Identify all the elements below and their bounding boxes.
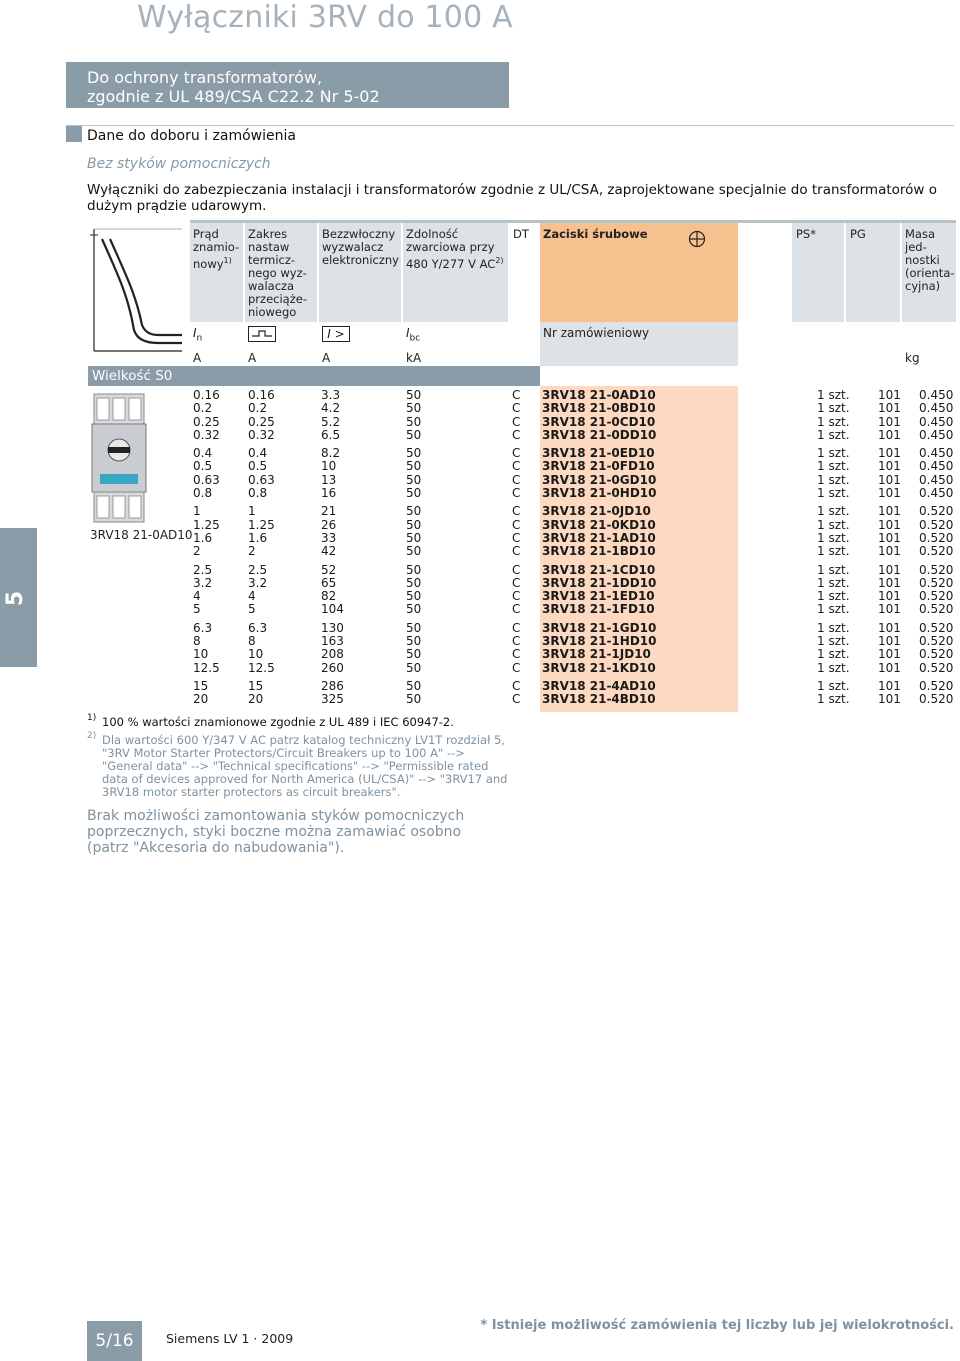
footnote-1: 1) 100 % wartości znamionowe zgodnie z UL 489 i IEC 60947-2. bbox=[87, 713, 454, 729]
cell-pg: 101 bbox=[878, 486, 901, 501]
cell-pg: 101 bbox=[878, 620, 901, 635]
cell-ii: 13 bbox=[321, 472, 337, 487]
cell-ibc: 50 bbox=[406, 544, 422, 559]
cell-range: 0.63 bbox=[248, 472, 275, 487]
section-title: Dane do doboru i zamówienia bbox=[87, 128, 296, 144]
cell-pg: 101 bbox=[878, 602, 901, 617]
header-pg: PG bbox=[850, 227, 866, 241]
cell-pg: 101 bbox=[878, 660, 901, 675]
cell-in: 1.6 bbox=[193, 530, 213, 545]
cell-ps: 1 szt. bbox=[817, 388, 850, 402]
cell-mass: 0.450 bbox=[919, 472, 954, 487]
unit-in: A bbox=[193, 351, 202, 365]
cell-order[interactable]: 3RV18 21-1DD10 bbox=[542, 575, 657, 590]
cell-ibc: 50 bbox=[406, 620, 422, 635]
cell-range: 8 bbox=[248, 634, 256, 649]
cell-mass: 0.520 bbox=[919, 517, 954, 532]
unit-ibc: kA bbox=[406, 351, 422, 365]
cell-mass: 0.520 bbox=[919, 647, 954, 662]
intro-text: Wyłączniki do zabezpieczania instalacji i transformatorów zgodnie z UL/CSA, zaprojektowane specjalnie do transformatorów o dużym prądzie udarowym. bbox=[87, 182, 937, 214]
cell-order[interactable]: 3RV18 21-0AD10 bbox=[542, 388, 656, 402]
cell-ibc: 50 bbox=[406, 401, 422, 416]
chapter-tab[interactable] bbox=[0, 528, 37, 667]
cell-ii: 208 bbox=[321, 647, 344, 662]
table-row bbox=[193, 680, 960, 693]
cell-ibc: 50 bbox=[406, 427, 422, 442]
cell-range: 10 bbox=[248, 647, 264, 662]
cell-pg: 101 bbox=[878, 446, 901, 461]
cell-mass: 0.450 bbox=[919, 414, 954, 429]
cell-mass: 0.450 bbox=[919, 486, 954, 501]
header-setting-range: Zakres nastaw termicz-nego wyz-walacza przeciąże-niowego bbox=[248, 227, 307, 319]
cell-dt: C bbox=[512, 504, 521, 519]
cell-pg: 101 bbox=[878, 678, 901, 693]
header-rated-current: Prąd znamio-nowy$^{1)}$ bbox=[193, 227, 240, 271]
section-subtitle: Bez styków pomocniczych bbox=[87, 156, 271, 172]
cell-ps: 1 szt. bbox=[817, 486, 850, 501]
cell-in: 10 bbox=[193, 647, 209, 662]
cell-ps: 1 szt. bbox=[817, 589, 850, 604]
size-bar-accent bbox=[510, 366, 540, 386]
cell-in: 0.16 bbox=[193, 388, 220, 402]
cell-order[interactable]: 3RV18 21-4AD10 bbox=[542, 678, 656, 693]
table-row bbox=[193, 622, 960, 635]
table-row bbox=[193, 402, 960, 415]
catalog-source: Siemens LV 1 · 2009 bbox=[166, 1331, 294, 1346]
cell-in: 6.3 bbox=[193, 620, 213, 635]
cell-mass: 0.520 bbox=[919, 575, 954, 590]
cell-mass: 0.450 bbox=[919, 459, 954, 474]
page-title: Wyłączniki 3RV do 100 A bbox=[137, 0, 513, 35]
cell-ibc: 50 bbox=[406, 634, 422, 649]
cell-ii: 52 bbox=[321, 562, 337, 577]
cell-in: 8 bbox=[193, 634, 201, 649]
cell-ps: 1 szt. bbox=[817, 504, 850, 519]
cell-pg: 101 bbox=[878, 388, 901, 402]
size-label: Wielkość S0 bbox=[88, 366, 510, 386]
cell-mass: 0.520 bbox=[919, 634, 954, 649]
cell-in: 5 bbox=[193, 602, 201, 617]
table-row bbox=[193, 447, 960, 460]
cell-dt: C bbox=[512, 634, 521, 649]
cell-ps: 1 szt. bbox=[817, 414, 850, 429]
cell-ii: 286 bbox=[321, 678, 344, 693]
device-caption: 3RV18 21-0AD10 bbox=[90, 528, 193, 542]
cell-pg: 101 bbox=[878, 575, 901, 590]
cell-ibc: 50 bbox=[406, 414, 422, 429]
table-row bbox=[193, 416, 960, 429]
cell-pg: 101 bbox=[878, 562, 901, 577]
cell-mass: 0.450 bbox=[919, 388, 954, 402]
cell-order[interactable]: 3RV18 21-0KD10 bbox=[542, 517, 656, 532]
unit-range: A bbox=[248, 351, 257, 365]
cell-ii: 42 bbox=[321, 544, 337, 559]
cell-ps: 1 szt. bbox=[817, 660, 850, 675]
header-breaking-capacity: Zdolność zwarciowa przy 480 Y/277 V AC$^{2)}$ bbox=[406, 227, 504, 271]
cell-in: 0.25 bbox=[193, 414, 220, 429]
cell-order[interactable]: 3RV18 21-1JD10 bbox=[542, 647, 651, 662]
thermal-release-icon bbox=[248, 326, 276, 342]
cell-dt: C bbox=[512, 562, 521, 577]
accessory-note: Brak możliwości zamontowania styków pomocniczych poprzecznych, styki boczne można zamawiać osobno (patrz "Akcesoria do nabudowania"). bbox=[87, 808, 465, 856]
cell-order[interactable]: 3RV18 21-1AD10 bbox=[542, 530, 656, 545]
cell-pg: 101 bbox=[878, 530, 901, 545]
cell-ibc: 50 bbox=[406, 530, 422, 545]
device-image bbox=[88, 392, 150, 526]
cell-range: 0.25 bbox=[248, 414, 275, 429]
cell-order[interactable]: 3RV18 21-1BD10 bbox=[542, 544, 656, 559]
cell-mass: 0.450 bbox=[919, 446, 954, 461]
header-mass: Masa jed-nostki (orienta-cyjna) bbox=[905, 227, 955, 293]
cell-order[interactable]: 3RV18 21-0GD10 bbox=[542, 472, 657, 487]
cell-in: 20 bbox=[193, 692, 209, 707]
cell-ps: 1 szt. bbox=[817, 446, 850, 461]
cell-order[interactable]: 3RV18 21-1GD10 bbox=[542, 620, 657, 635]
cell-ps: 1 szt. bbox=[817, 530, 850, 545]
cell-range: 0.5 bbox=[248, 459, 268, 474]
table-row bbox=[193, 389, 960, 402]
cell-ps: 1 szt. bbox=[817, 692, 850, 707]
chapter-tab-label: 5 bbox=[3, 590, 29, 607]
cell-ibc: 50 bbox=[406, 692, 422, 707]
cell-ibc: 50 bbox=[406, 589, 422, 604]
table-row bbox=[193, 545, 960, 558]
cell-ibc: 50 bbox=[406, 660, 422, 675]
cell-dt: C bbox=[512, 486, 521, 501]
table-row bbox=[193, 564, 960, 577]
cell-dt: C bbox=[512, 530, 521, 545]
cell-ps: 1 szt. bbox=[817, 678, 850, 693]
cell-ps: 1 szt. bbox=[817, 472, 850, 487]
cell-mass: 0.520 bbox=[919, 678, 954, 693]
cell-ii: 104 bbox=[321, 602, 344, 617]
cell-pg: 101 bbox=[878, 692, 901, 707]
cell-ps: 1 szt. bbox=[817, 562, 850, 577]
cell-order[interactable]: 3RV18 21-0CD10 bbox=[542, 414, 656, 429]
cell-dt: C bbox=[512, 427, 521, 442]
cell-mass: 0.450 bbox=[919, 427, 954, 442]
cell-ii: 65 bbox=[321, 575, 337, 590]
cell-range: 0.8 bbox=[248, 486, 268, 501]
cell-ii: 130 bbox=[321, 620, 344, 635]
cell-ii: 4.2 bbox=[321, 401, 341, 416]
cell-in: 0.8 bbox=[193, 486, 213, 501]
cell-ps: 1 szt. bbox=[817, 634, 850, 649]
cell-in: 0.4 bbox=[193, 446, 213, 461]
table-row bbox=[193, 603, 960, 616]
cell-pg: 101 bbox=[878, 634, 901, 649]
page-number: 5/16 bbox=[87, 1321, 142, 1361]
cell-in: 2 bbox=[193, 544, 201, 559]
cell-pg: 101 bbox=[878, 472, 901, 487]
cell-ibc: 50 bbox=[406, 472, 422, 487]
cell-dt: C bbox=[512, 575, 521, 590]
cell-in: 1 bbox=[193, 504, 201, 519]
cell-pg: 101 bbox=[878, 647, 901, 662]
cell-dt: C bbox=[512, 544, 521, 559]
cell-range: 1 bbox=[248, 504, 256, 519]
cell-ibc: 50 bbox=[406, 446, 422, 461]
cell-range: 0.4 bbox=[248, 446, 268, 461]
cell-ibc: 50 bbox=[406, 575, 422, 590]
symbol-in: $I_n$ bbox=[193, 326, 203, 344]
cell-mass: 0.520 bbox=[919, 589, 954, 604]
cell-ii: 10 bbox=[321, 459, 337, 474]
cell-pg: 101 bbox=[878, 517, 901, 532]
cell-range: 5 bbox=[248, 602, 256, 617]
table-row bbox=[193, 474, 960, 487]
symbol-order-no: Nr zamówieniowy bbox=[543, 326, 650, 340]
cell-pg: 101 bbox=[878, 459, 901, 474]
cell-range: 20 bbox=[248, 692, 264, 707]
cell-dt: C bbox=[512, 459, 521, 474]
cell-ii: 8.2 bbox=[321, 446, 341, 461]
cell-order[interactable]: 3RV18 21-1KD10 bbox=[542, 660, 656, 675]
header-dt: DT bbox=[513, 227, 529, 241]
cell-range: 0.2 bbox=[248, 401, 268, 416]
cell-ibc: 50 bbox=[406, 678, 422, 693]
cell-mass: 0.520 bbox=[919, 660, 954, 675]
cell-range: 3.2 bbox=[248, 575, 268, 590]
cell-dt: C bbox=[512, 388, 521, 402]
trip-curve-icon bbox=[88, 225, 184, 355]
symbol-ibc: $I_{bc}$ bbox=[406, 326, 421, 344]
cell-dt: C bbox=[512, 401, 521, 416]
cell-mass: 0.450 bbox=[919, 401, 954, 416]
cell-order[interactable]: 3RV18 21-0BD10 bbox=[542, 401, 656, 416]
cell-in: 15 bbox=[193, 678, 209, 693]
cell-order[interactable]: 3RV18 21-0JD10 bbox=[542, 504, 651, 519]
cell-range: 2.5 bbox=[248, 562, 268, 577]
table-body bbox=[193, 389, 960, 707]
cell-ps: 1 szt. bbox=[817, 427, 850, 442]
cell-ps: 1 szt. bbox=[817, 575, 850, 590]
cell-ibc: 50 bbox=[406, 602, 422, 617]
cell-pg: 101 bbox=[878, 504, 901, 519]
cell-order[interactable]: 3RV18 21-0FD10 bbox=[542, 459, 655, 474]
symbol-ii: I > bbox=[322, 326, 350, 342]
cell-ibc: 50 bbox=[406, 486, 422, 501]
cell-mass: 0.520 bbox=[919, 602, 954, 617]
cell-dt: C bbox=[512, 647, 521, 662]
divider bbox=[66, 125, 954, 126]
footer-note: * Istnieje możliwość zamówienia tej liczby lub jej wielokrotności. bbox=[480, 1318, 954, 1333]
cell-pg: 101 bbox=[878, 544, 901, 559]
cell-order[interactable]: 3RV18 21-4BD10 bbox=[542, 692, 656, 707]
cell-ii: 21 bbox=[321, 504, 337, 519]
cell-order[interactable]: 3RV18 21-1FD10 bbox=[542, 602, 655, 617]
cell-in: 12.5 bbox=[193, 660, 220, 675]
cell-range: 6.3 bbox=[248, 620, 268, 635]
cell-in: 2.5 bbox=[193, 562, 213, 577]
header-screw-terminals: Zaciski śrubowe bbox=[543, 227, 648, 241]
cell-ps: 1 szt. bbox=[817, 620, 850, 635]
cell-range: 0.32 bbox=[248, 427, 275, 442]
unit-mass: kg bbox=[905, 351, 920, 365]
cell-ii: 33 bbox=[321, 530, 337, 545]
cell-ibc: 50 bbox=[406, 517, 422, 532]
cell-dt: C bbox=[512, 414, 521, 429]
cell-in: 0.5 bbox=[193, 459, 213, 474]
cell-dt: C bbox=[512, 660, 521, 675]
cell-ibc: 50 bbox=[406, 647, 422, 662]
cell-ibc: 50 bbox=[406, 504, 422, 519]
cell-mass: 0.520 bbox=[919, 562, 954, 577]
cell-dt: C bbox=[512, 589, 521, 604]
table-row bbox=[193, 662, 960, 675]
cell-in: 0.32 bbox=[193, 427, 220, 442]
cell-order[interactable]: 3RV18 21-0HD10 bbox=[542, 486, 657, 501]
cell-ps: 1 szt. bbox=[817, 459, 850, 474]
cell-dt: C bbox=[512, 472, 521, 487]
cell-pg: 101 bbox=[878, 414, 901, 429]
table-row bbox=[193, 429, 960, 442]
cell-dt: C bbox=[512, 446, 521, 461]
cell-mass: 0.520 bbox=[919, 544, 954, 559]
cell-pg: 101 bbox=[878, 401, 901, 416]
header-ps: PS* bbox=[796, 227, 816, 241]
cell-dt: C bbox=[512, 620, 521, 635]
cell-dt: C bbox=[512, 678, 521, 693]
banner: Do ochrony transformatorów, zgodnie z UL 489/CSA C22.2 Nr 5-02 bbox=[66, 62, 509, 108]
cell-range: 1.25 bbox=[248, 517, 275, 532]
cell-range: 12.5 bbox=[248, 660, 275, 675]
cell-ii: 3.3 bbox=[321, 388, 341, 402]
table-row bbox=[193, 693, 960, 706]
cell-dt: C bbox=[512, 692, 521, 707]
cell-ps: 1 szt. bbox=[817, 544, 850, 559]
cell-in: 0.63 bbox=[193, 472, 220, 487]
cell-ii: 6.5 bbox=[321, 427, 341, 442]
unit-ii: A bbox=[322, 351, 331, 365]
footnote-2: 2) Dla wartości 600 Y/347 V AC patrz katalog techniczny LV1T rozdział 5, "3RV Motor Starter Protectors/Circuit Breakers up to 100 A" --> "General data" --> "Technical specifications" --> "Permissible rated data of devices approved for North America (UL/CSA)" --> "3RV17 and 3RV18 motor starter protectors as circuit breakers". bbox=[87, 731, 508, 799]
table-row bbox=[193, 590, 960, 603]
table-row bbox=[193, 648, 960, 661]
table-row bbox=[193, 519, 960, 532]
cell-ii: 325 bbox=[321, 692, 344, 707]
cell-order[interactable]: 3RV18 21-1CD10 bbox=[542, 562, 656, 577]
cell-range: 15 bbox=[248, 678, 264, 693]
cell-in: 1.25 bbox=[193, 517, 220, 532]
cell-in: 4 bbox=[193, 589, 201, 604]
cell-order[interactable]: 3RV18 21-1HD10 bbox=[542, 634, 657, 649]
circuit-breaker-icon bbox=[88, 392, 150, 526]
cell-mass: 0.520 bbox=[919, 530, 954, 545]
cell-order[interactable]: 3RV18 21-0DD10 bbox=[542, 427, 657, 442]
cell-ii: 82 bbox=[321, 589, 337, 604]
cell-ii: 260 bbox=[321, 660, 344, 675]
cell-ii: 16 bbox=[321, 486, 337, 501]
cell-pg: 101 bbox=[878, 589, 901, 604]
table-row bbox=[193, 532, 960, 545]
header-instantaneous-release: Bezzwłoczny wyzwalacz elektroniczny bbox=[322, 227, 399, 267]
table-row bbox=[193, 635, 960, 648]
table-row bbox=[193, 487, 960, 500]
table-row bbox=[193, 577, 960, 590]
cell-dt: C bbox=[512, 602, 521, 617]
cell-ibc: 50 bbox=[406, 562, 422, 577]
cell-in: 3.2 bbox=[193, 575, 213, 590]
cell-ii: 26 bbox=[321, 517, 337, 532]
cell-mass: 0.520 bbox=[919, 692, 954, 707]
table-row bbox=[193, 460, 960, 473]
cell-range: 4 bbox=[248, 589, 256, 604]
cell-range: 2 bbox=[248, 544, 256, 559]
cell-pg: 101 bbox=[878, 427, 901, 442]
cell-in: 0.2 bbox=[193, 401, 213, 416]
cell-mass: 0.520 bbox=[919, 504, 954, 519]
cell-ps: 1 szt. bbox=[817, 647, 850, 662]
table-row bbox=[193, 505, 960, 518]
cell-order[interactable]: 3RV18 21-1ED10 bbox=[542, 589, 655, 604]
cell-ps: 1 szt. bbox=[817, 602, 850, 617]
cell-ii: 163 bbox=[321, 634, 344, 649]
cell-ps: 1 szt. bbox=[817, 517, 850, 532]
cell-mass: 0.520 bbox=[919, 620, 954, 635]
cell-dt: C bbox=[512, 517, 521, 532]
section-marker bbox=[66, 126, 82, 142]
cell-range: 0.16 bbox=[248, 388, 275, 402]
screw-terminal-icon bbox=[688, 230, 706, 248]
cell-ps: 1 szt. bbox=[817, 401, 850, 416]
cell-range: 1.6 bbox=[248, 530, 268, 545]
cell-ibc: 50 bbox=[406, 388, 422, 402]
pictogram bbox=[88, 225, 184, 355]
cell-ibc: 50 bbox=[406, 459, 422, 474]
cell-ii: 5.2 bbox=[321, 414, 341, 429]
cell-order[interactable]: 3RV18 21-0ED10 bbox=[542, 446, 655, 461]
